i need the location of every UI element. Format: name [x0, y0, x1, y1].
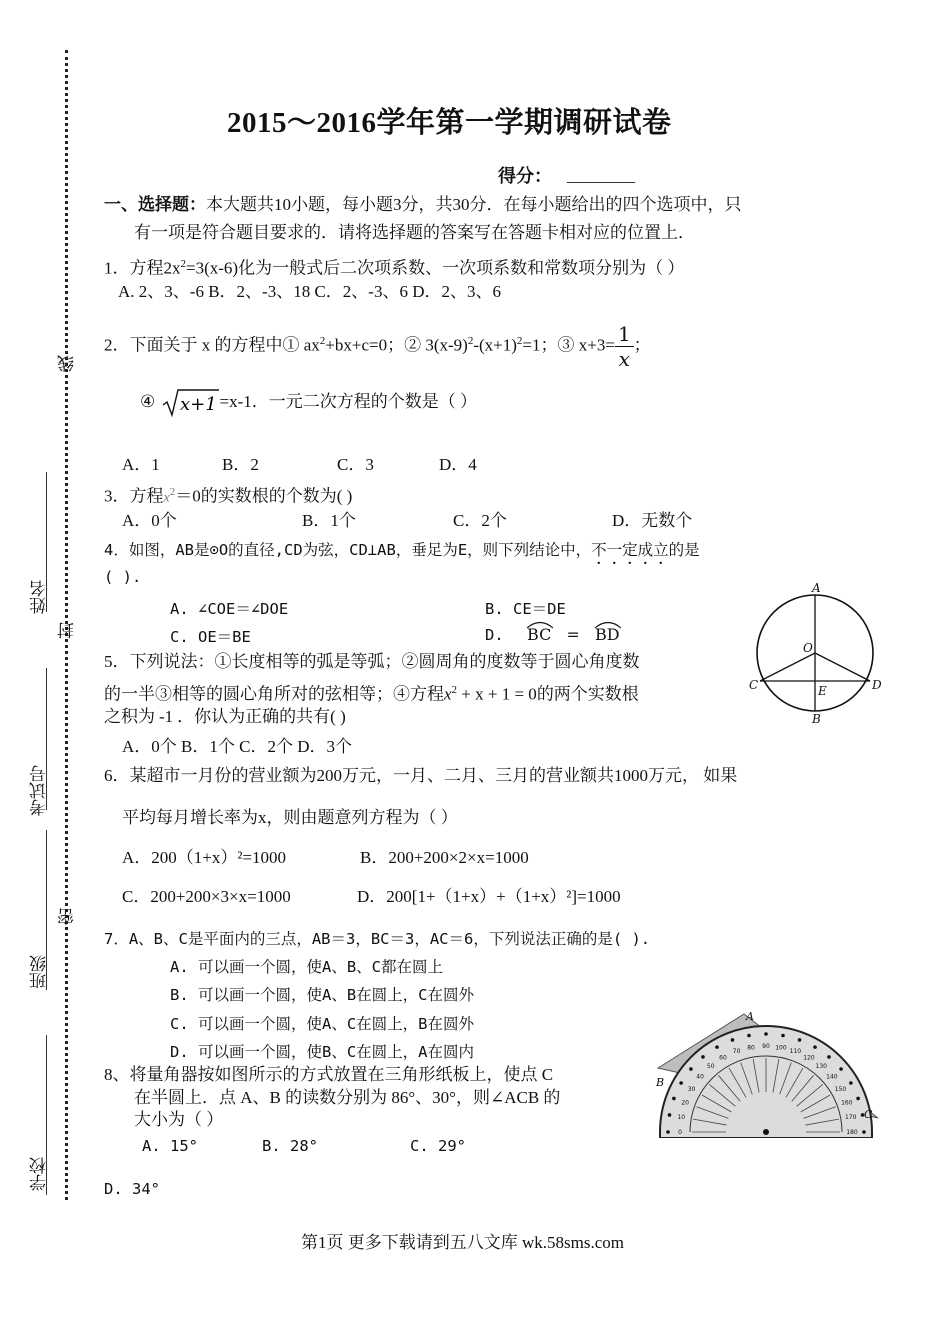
blank-school [46, 1035, 47, 1195]
q8-option-b: B. 28° [262, 1137, 318, 1155]
section1-line1 [104, 195, 742, 215]
protractor-dot [849, 1081, 853, 1085]
q7-option-c: C. 可以画一个圆，使A、C在圆上，B在圆外 [170, 1015, 474, 1033]
q3-option-b: B．1个 [302, 511, 356, 530]
protractor-tick-label: 120 [803, 1054, 815, 1062]
q7-option-b: B. 可以画一个圆，使A、B在圆上，C在圆外 [170, 986, 474, 1004]
q2-option-c: C．3 [337, 455, 374, 474]
protractor-tick-label: 90 [762, 1043, 770, 1050]
protractor-figure [652, 1010, 882, 1138]
radius-oc [760, 653, 815, 681]
label-e: E [818, 684, 827, 698]
protractor-dot [798, 1038, 802, 1042]
q7-stem: 7．A、B、C是平面内的三点，AB＝3，BC＝3，AC＝6，下列说法正确的是( ). [104, 930, 651, 948]
q4-option-c: C. OE＝BE [170, 628, 251, 646]
q5-line3: 之积为 -1 ．你认为正确的共有( ) [104, 707, 346, 726]
score-label: 得分： [498, 166, 552, 186]
q8-line2: 在半圆上．点 A、B 的读数分别为 86°、30°，则∠ACB 的 [134, 1088, 561, 1107]
q6-option-d: D．200[1+（1+x）+（1+x）²]=1000 [357, 887, 621, 906]
q7-option-d: D. 可以画一个圆，使B、C在圆上，A在圆内 [170, 1043, 474, 1061]
protractor-dot [827, 1055, 831, 1059]
label-d: D [872, 678, 882, 692]
binding-mark-xian: 线 [58, 355, 77, 372]
q4-option-d: D. BC = BD [485, 625, 620, 644]
q2-stem: 2．下面关于 x 的方程中① $ax^2+bx+c=0$；② $3(x-9)^2-(x+1)^2=1$；③ x+3= $\frac{1}{x}$ ； [104, 322, 651, 371]
q4-option-b: B. CE＝DE [485, 600, 566, 618]
protractor-dot [701, 1055, 705, 1059]
protractor-tick-label: 140 [826, 1073, 838, 1081]
q3-stem: 3．方程$x^2=0$的实数根的个数为( ) [104, 486, 353, 506]
q8-line1: 8、将量角器按如图所示的方式放置在三角形纸板上，使点 C [104, 1065, 554, 1084]
protractor-tick-label: 60 [719, 1054, 727, 1062]
q6-option-a: A．200（1+x）²=1000 [122, 848, 287, 867]
q8-option-c: C. 29° [410, 1137, 466, 1155]
arc-symbol [525, 619, 555, 629]
label-exam-no: 考试号 [30, 765, 49, 816]
protractor-tick-label: 10 [677, 1114, 686, 1122]
q5-line2: 的一半③相等的圆心角所对的弦相等；④方程$x^2 + x + 1 = 0$的两个实数根 [104, 684, 639, 704]
q3-option-d: D．无数个 [612, 511, 693, 530]
protractor-tick-label: 150 [834, 1086, 847, 1093]
protractor-dot [747, 1034, 751, 1038]
protractor-dot [672, 1097, 676, 1101]
protractor-dot [679, 1081, 683, 1085]
q2-line2: ④ x+1 =x-1．一元二次方程的个数是（ ） [140, 388, 477, 418]
q4-stem2: ( ). [104, 568, 142, 586]
label-school: 学校 [30, 1157, 49, 1191]
protractor-tick-label: 30 [687, 1086, 696, 1093]
page-title: 2015～2016学年第一学期调研试卷 [227, 107, 672, 139]
sqrt-symbol [162, 388, 220, 418]
q6-option-b: B．200+200×2×x=1000 [360, 848, 529, 867]
blank-class [46, 830, 47, 990]
section1-desc1: 本大题共10小题，每小题3分，共30分．在每小题给出的四个选项中，只 [206, 195, 742, 214]
protractor-tick-label: 180 [846, 1129, 858, 1136]
q1-options: A. 2、3、-6 B．2、-3、18 C．2、-3、6 D．2、3、6 [118, 282, 501, 301]
protractor-tick-label: 130 [815, 1063, 828, 1071]
section1-heading: 一、选择题： [104, 195, 206, 214]
label-name: 姓名 [30, 580, 49, 614]
q8-line3: 大小为（ ） [134, 1110, 224, 1129]
protractor-tick-label: 110 [789, 1048, 802, 1056]
protractor-dot [666, 1130, 670, 1134]
protractor-tick-label: 0 [678, 1129, 682, 1136]
label-c: C [864, 1108, 873, 1121]
protractor-dot [668, 1113, 672, 1117]
protractor-tick-label: 160 [841, 1099, 853, 1107]
q8-option-a: A. 15° [142, 1137, 198, 1155]
protractor-dot [781, 1034, 785, 1038]
protractor-tick-label: 50 [706, 1063, 715, 1071]
page-footer: 第1页 更多下载请到五八文库 wk.58sms.com [301, 1233, 624, 1252]
protractor-tick-label: 20 [681, 1099, 690, 1107]
section1-desc2: 有一项是符合题目要求的．请将选择题的答案写在答题卡相对应的位置上． [134, 223, 695, 242]
label-o: O [803, 641, 813, 655]
label-b: B [812, 712, 821, 726]
q6-option-c: C．200+200×3×x=1000 [122, 887, 291, 906]
protractor-tick-label: 100 [775, 1044, 787, 1052]
protractor-dot [813, 1045, 817, 1049]
q2-option-a: A．1 [122, 455, 160, 474]
q3-option-a: A．0个 [122, 511, 177, 530]
circle-figure [745, 578, 885, 728]
protractor-tick-label: 70 [732, 1048, 741, 1056]
protractor-tick-label: 80 [747, 1044, 755, 1052]
label-a: A [812, 581, 821, 595]
radius-od [815, 653, 870, 681]
protractor-dot [856, 1097, 860, 1101]
q4-stem: 4．如图，AB是⊙O的直径,CD为弦，CD⊥AB，垂足为E，则下列结论中，不一定成立的是 [104, 541, 700, 559]
protractor-dot [764, 1032, 768, 1036]
protractor-dot [715, 1045, 719, 1049]
score-blank[interactable]: ________ [567, 166, 635, 185]
protractor-tick-label: 170 [844, 1114, 857, 1122]
protractor-center [763, 1129, 769, 1135]
q4-option-a: A. ∠COE＝∠DOE [170, 600, 289, 618]
protractor-tick-label: 40 [696, 1073, 704, 1081]
q2-sqrt-arg: x+1 [179, 394, 217, 415]
binding-mark-feng: 封 [58, 622, 77, 639]
q2-option-d: D．4 [439, 455, 477, 474]
q2-option-b: B．2 [222, 455, 259, 474]
label-class: 班级 [30, 955, 49, 989]
label-b: B [656, 1076, 665, 1089]
q5-options: A．0个 B．1个 C．2个 D．3个 [122, 737, 352, 756]
q7-option-a: A. 可以画一个圆，使A、B、C都在圆上 [170, 958, 443, 976]
q4-emphasis: 不一定成立 [591, 541, 669, 559]
protractor-dot [839, 1067, 843, 1071]
q2-fraction: $\frac{1}{x}$ [615, 322, 634, 371]
label-a: A [746, 1010, 754, 1023]
protractor-dot [731, 1038, 735, 1042]
binding-mark-mi: 密 [58, 908, 77, 925]
q8-option-d: D. 34° [104, 1180, 160, 1198]
label-c: C [749, 678, 759, 692]
protractor-dot [689, 1067, 693, 1071]
blank-name [46, 472, 47, 612]
q5-line1: 5．下列说法：①长度相等的弧是等弧；②圆周角的度数等于圆心角度数 [104, 652, 640, 671]
blank-exam-no [46, 668, 47, 810]
arc-symbol [593, 619, 623, 629]
protractor-dot [862, 1130, 866, 1134]
q6-line1: 6．某超市一月份的营业额为200万元，一月、二月、三月的营业额共1000万元， 如果 [104, 766, 738, 785]
q1-stem: 1．方程$2x^2=3(x-6)$化为一般式后二次项系数、一次项系数和常数项分别为（ ） [104, 258, 685, 278]
q6-line2: 平均每月增长率为x，则由题意列方程为（ ） [122, 808, 458, 827]
q3-option-c: C．2个 [453, 511, 507, 530]
